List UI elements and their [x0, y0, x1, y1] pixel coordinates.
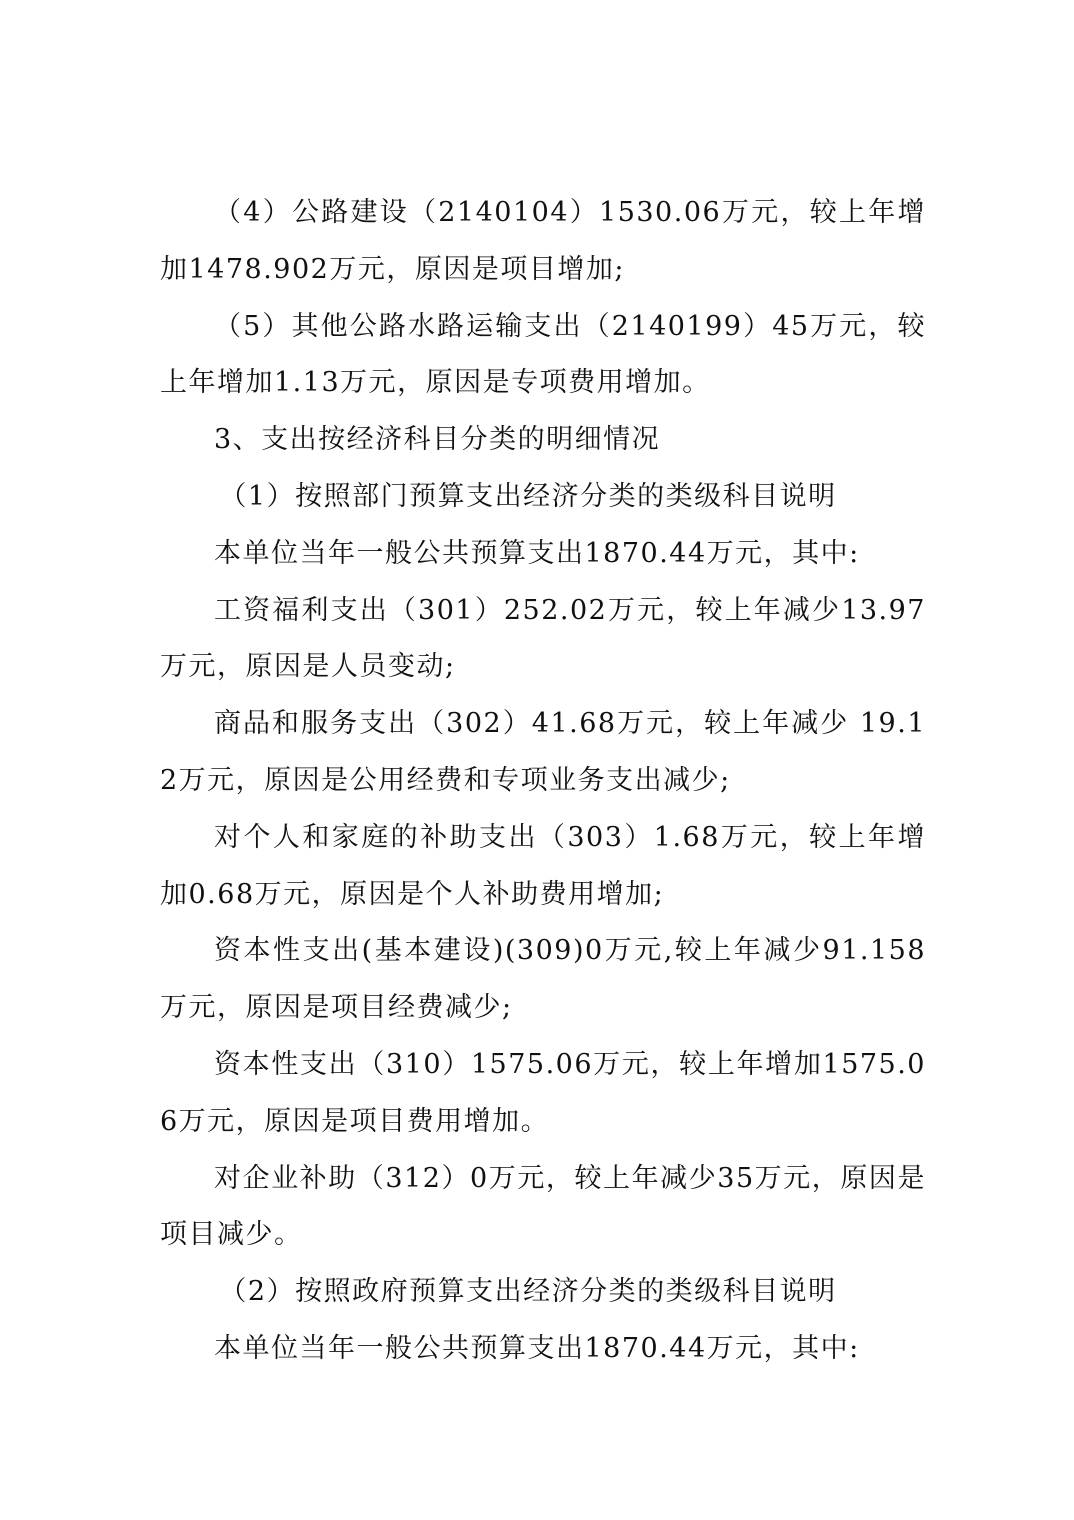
subheading-government-budget: （2）按照政府预算支出经济分类的类级科目说明: [219, 1276, 837, 1308]
document-body: [160, 185, 926, 1378]
paragraph-capital-expenditure: 资本性支出（310）1575.06万元，较上年增加1575.06万元，原因是项目费用增加。: [160, 1048, 926, 1137]
paragraph-total-expenditure-government: 本单位当年一般公共预算支出1870.44万元，其中:: [214, 1332, 860, 1364]
paragraph-road-construction: （4）公路建设（2140104）1530.06万元，较上年增加1478.902万元，原因是项目增加;: [160, 197, 926, 285]
paragraph-capital-basic-construction: 资本性支出(基本建设)(309)0万元,较上年减少91.158万元，原因是项目经费减少;: [160, 935, 926, 1024]
paragraph-total-expenditure: 本单位当年一般公共预算支出1870.44万元，其中:: [214, 537, 860, 569]
subheading-department-budget: （1）按照部门预算支出经济分类的类级科目说明: [219, 480, 837, 512]
paragraph-household-subsidies: 对个人和家庭的补助支出（303）1.68万元，较上年增加0.68万元，原因是个人补助费用增加;: [160, 821, 926, 910]
paragraph-other-road-water-transport: （5）其他公路水路运输支出（2140199）45万元，较上年增加1.13万元，原因是专项费用增加。: [160, 310, 926, 399]
paragraph-goods-services: 商品和服务支出（302）41.68万元，较上年减少 19.12万元，原因是公用经费和专项业务支出减少;: [160, 708, 926, 796]
section-heading-economic-classification: 3、支出按经济科目分类的明细情况: [214, 424, 661, 456]
paragraph-wages-welfare: 工资福利支出（301）252.02万元，较上年减少13.97万元，原因是人员变动;: [160, 594, 926, 683]
paragraph-enterprise-subsidies: 对企业补助（312）0万元，较上年减少35万元，原因是项目减少。: [160, 1162, 926, 1251]
